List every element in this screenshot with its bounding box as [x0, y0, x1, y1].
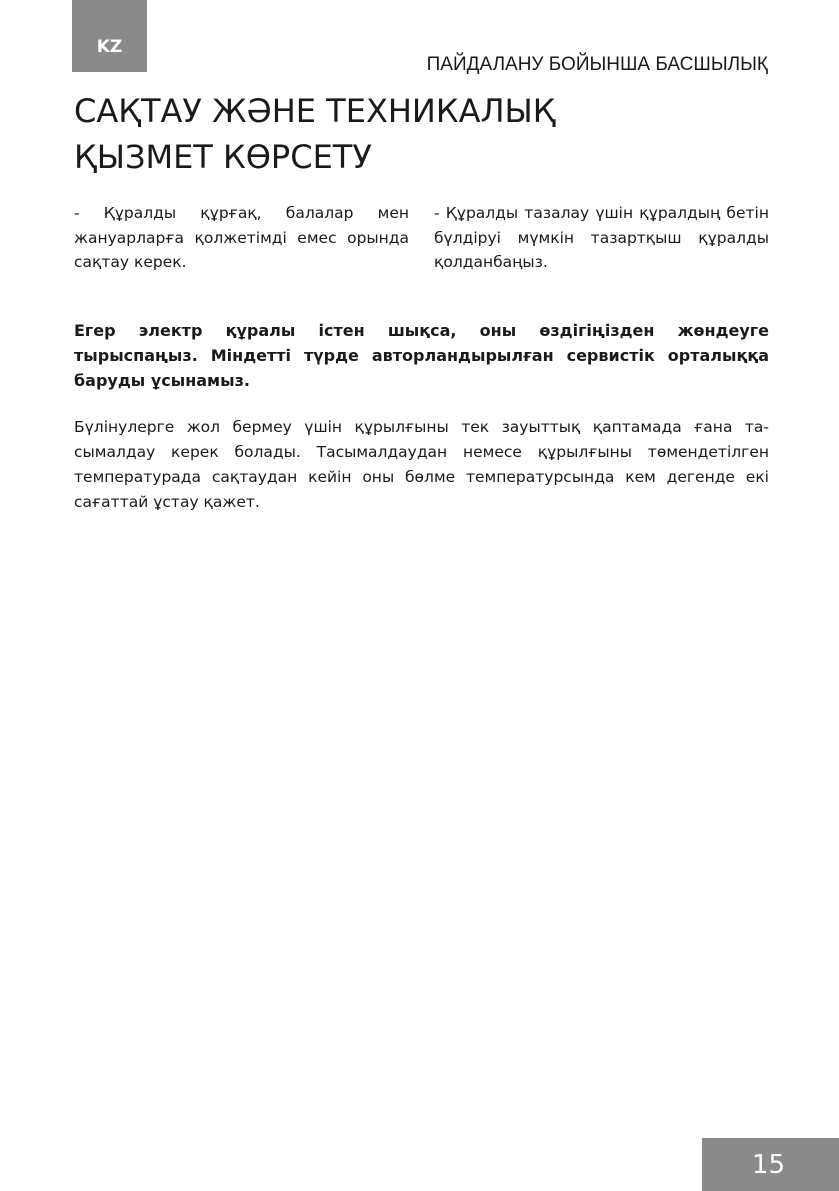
- manual-title: ПАЙДАЛАНУ БОЙЫНША БАСШЫЛЫҚ: [426, 54, 768, 75]
- instructions-columns: [74, 201, 769, 275]
- cleaning-instruction: - Құралды тазалау үшін құралдың бетін бүлдіруі мүмкін тазартқыш құралды қолданбаңыз.: [434, 204, 769, 271]
- section-title-line1: САҚТАУ ЖӘНЕ ТЕХНИКАЛЫҚ: [74, 92, 556, 130]
- language-code: KZ: [96, 37, 123, 57]
- section-title: [74, 88, 555, 180]
- page-number: 15: [751, 1149, 786, 1180]
- transport-paragraph: Бүлінулерге жол бермеу үшін құрылғыны тек зауыттық қаптамада ғана тасымалдау керек болады. Тасымалдаудан немесе құрылғыны төмендетілген температурада сақтаудан кейін оны бөлме температурсында кем дегенде екі сағаттай ұстау қажет.: [74, 418, 769, 511]
- language-tab: [72, 0, 147, 72]
- section-title-line2: ҚЫЗМЕТ КӨРСЕТУ: [74, 138, 372, 176]
- repair-warning: Егер электр құралы істен шықса, оны өздігіңізден жөндеуге тырыспаңыз. Міндетті түрде авторландырылған сервистік орталыққа баруды ұсынамыз.: [74, 321, 769, 390]
- storage-instruction: - Құралды құрғақ, балалар мен жануарларға қолжетімді емес орында сақтау керек.: [74, 204, 409, 271]
- page-number-tab: [702, 1138, 839, 1191]
